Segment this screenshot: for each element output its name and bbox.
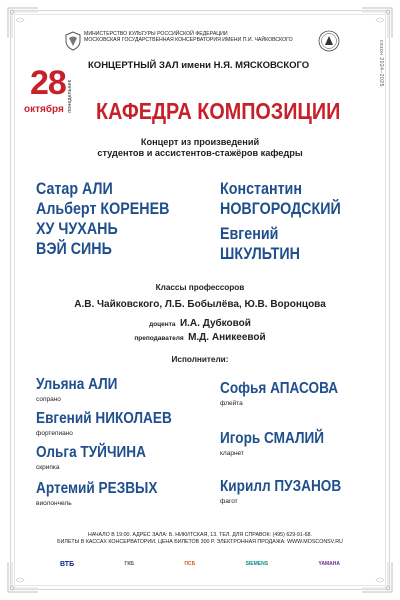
department-title: КАФЕДРА КОМПОЗИЦИИ [96, 98, 341, 124]
footer-line: НАЧАЛО В 19:00. АДРЕС ЗАЛА: Б. НИКИТСКАЯ, 13. ТЕЛ. ДЛЯ СПРАВОК: (495) 629-91-68. [88, 532, 312, 538]
professors-list: А.В. Чайковского, Л.Б. Бобылёва, Ю.В. Воронцова [74, 299, 326, 310]
docent-role: доцента [149, 321, 176, 328]
intro-line: студентов и ассистентов-стажёров кафедры [97, 148, 303, 158]
date-day-number: 28 [30, 64, 66, 102]
coat-of-arms-icon [63, 30, 83, 52]
date-month: октября [24, 104, 64, 115]
ministry-header [84, 31, 293, 44]
conservatory-logo-icon [318, 30, 340, 52]
corner-ornament-icon [6, 560, 40, 594]
docent-name: И.А. Дубковой [179, 318, 251, 329]
performer-name: Ольга ТУЙЧИНА [36, 444, 146, 461]
sponsor-logo: ПСБ [184, 561, 196, 567]
composer-name: НОВГОРОДСКИЙ [220, 199, 341, 218]
composer-name: Сатар АЛИ [36, 179, 113, 198]
performer-instrument: скрипка [36, 464, 60, 471]
teacher-role: преподавателя [134, 335, 184, 342]
performer-name: Софья АПАСОВА [220, 380, 339, 397]
performer-instrument: фортепиано [36, 430, 73, 437]
sponsor-logo: SIEMENS [245, 561, 269, 567]
performer-instrument: кларнет [220, 450, 244, 457]
date-weekday: понедельник [67, 80, 73, 113]
performer-name: Евгений НИКОЛАЕВ [36, 410, 172, 427]
performer-instrument: фагот [220, 498, 238, 505]
footer-line: БИЛЕТЫ В КАССАХ КОНСЕРВАТОРИИ. ЦЕНА БИЛЕТОВ 300 Р. ЭЛЕКТРОННАЯ ПРОДАЖА: WWW.MOSCONSV.RU [57, 539, 343, 545]
composer-name: Альберт КОРЕНЕВ [36, 199, 170, 218]
concert-intro [0, 137, 400, 159]
composer-name: Константин [220, 179, 302, 198]
concert-hall-title: КОНЦЕРТНЫЙ ЗАЛ имени Н.Я. МЯСКОВСКОГО [88, 60, 310, 71]
sponsor-logo: ГКБ [124, 561, 134, 567]
conservatory-line: МОСКОВСКАЯ ГОСУДАРСТВЕННАЯ КОНСЕРВАТОРИЯ ИМЕНИ П.И. ЧАЙКОВСКОГО [84, 37, 293, 44]
footer-info [0, 532, 400, 546]
performer-name: Ульяна АЛИ [36, 376, 118, 393]
performer-name: Кирилл ПУЗАНОВ [220, 478, 342, 495]
performers-title: Исполнители: [171, 355, 229, 364]
corner-ornament-icon [360, 6, 394, 40]
ministry-line: МИНИСТЕРСТВО КУЛЬТУРЫ РОССИЙСКОЙ ФЕДЕРАЦИИ [84, 31, 228, 37]
performer-instrument: сопрано [36, 396, 61, 403]
intro-line: Концерт из произведений [140, 137, 260, 147]
sponsors-bar [60, 557, 340, 571]
performer-name: Артемий РЕЗВЫХ [36, 480, 158, 497]
composer-name: ШКУЛЬТИН [220, 244, 300, 263]
corner-ornament-icon [360, 560, 394, 594]
sponsor-logo: ВТБ [60, 560, 75, 568]
performer-name: Игорь СМАЛИЙ [220, 430, 325, 447]
teacher-name: М.Д. Аникеевой [188, 332, 266, 343]
composer-name: ВЭЙ СИНЬ [36, 239, 112, 258]
classes-title: Классы профессоров [155, 283, 245, 292]
season-label: сезон 2024–2025 [378, 40, 384, 87]
performer-instrument: виолончель [36, 500, 72, 507]
sponsor-logo: YAMAHA [318, 561, 340, 567]
performer-instrument: флейта [220, 400, 243, 407]
composer-name: ХУ ЧУХАНЬ [36, 219, 118, 238]
teacher-line [0, 327, 400, 345]
corner-ornament-icon [6, 6, 40, 40]
composer-name: Евгений [220, 224, 279, 243]
